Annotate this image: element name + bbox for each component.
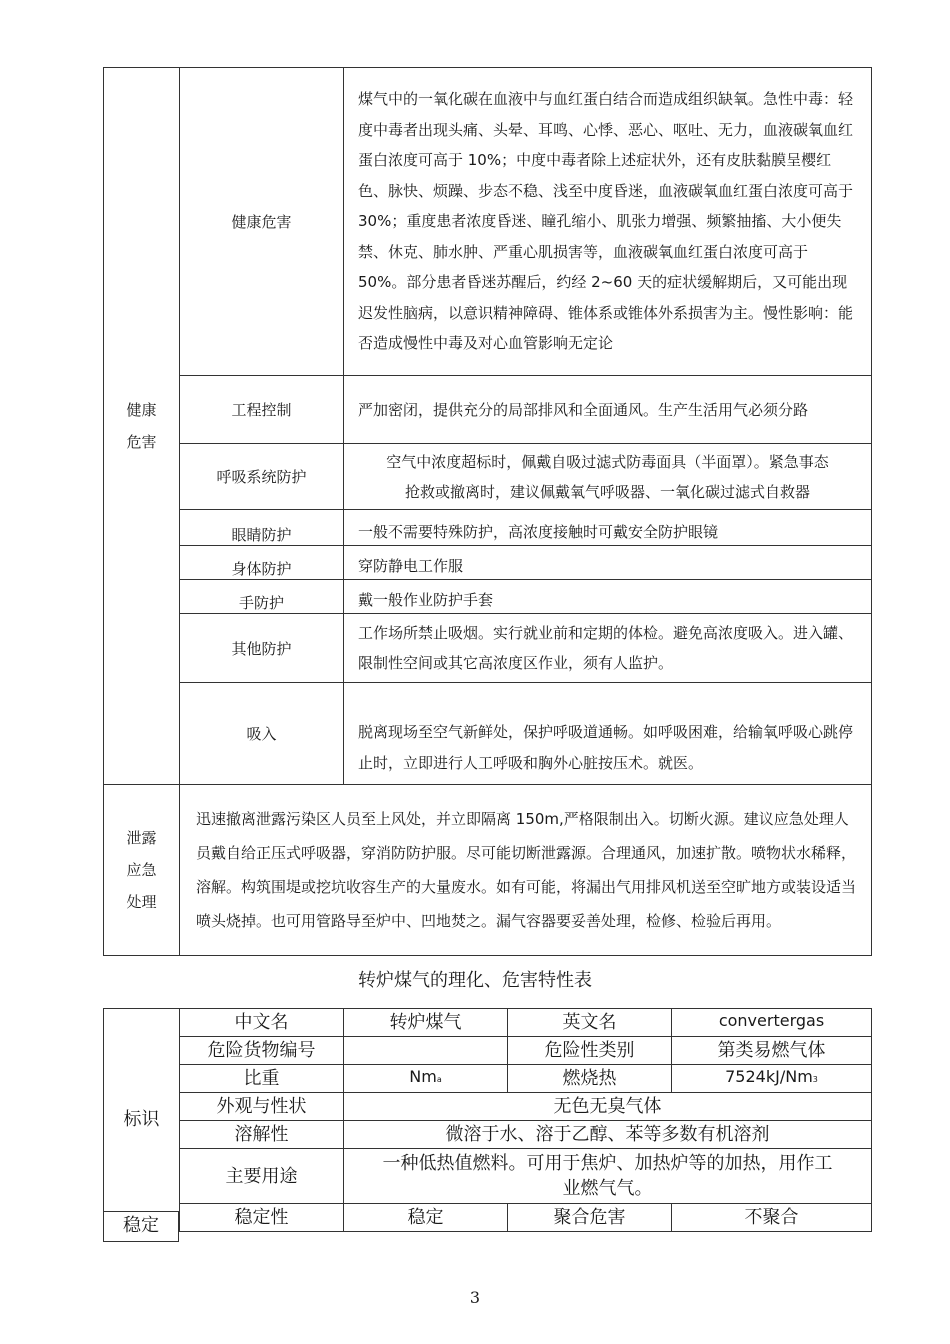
row-text-other: 工作场所禁止吸烟。实行就业前和定期的体检。避免高浓度吸入。进入罐、限制性空间或其它高浓度区作业，须有人监护。	[344, 614, 872, 683]
row-label-respiratory: 呼吸系统防护	[180, 444, 344, 510]
table-title: 转炉煤气的理化、危害特性表	[358, 970, 592, 991]
row-text-inhalation: 脱离现场至空气新鲜处，保护呼吸道通畅。如呼吸困难，给输氧呼吸心跳停止时，立即进行人工呼吸和胸外心脏按压术。就医。	[344, 683, 872, 785]
solubility-value: 微溶于水、溶于乙醇、苯等多数有机溶剂	[344, 1121, 872, 1149]
polymerization-label: 聚合危害	[508, 1204, 672, 1232]
row-text-hand: 戴一般作业防护手套	[344, 580, 872, 614]
heat-value: 7524kJ/Nm3	[672, 1065, 872, 1093]
stability-label: 稳定性	[180, 1204, 344, 1232]
sg-label: 比重	[180, 1065, 344, 1093]
en-name-label: 英文名	[508, 1009, 672, 1037]
solubility-label: 溶解性	[180, 1121, 344, 1149]
row-label-inhalation: 吸入	[180, 683, 344, 785]
dg-no-value	[344, 1037, 508, 1065]
leak-section-label: 泄露 应急 处理	[104, 785, 180, 956]
stability-section-label: 稳定	[103, 1211, 179, 1242]
use-label: 主要用途	[180, 1149, 344, 1204]
row-label-other: 其他防护	[180, 614, 344, 683]
cn-name-label: 中文名	[180, 1009, 344, 1037]
row-text-eye: 一般不需要特殊防护，高浓度接触时可戴安全防护眼镜	[344, 510, 872, 546]
cn-name-value: 转炉煤气	[344, 1009, 508, 1037]
dg-no-label: 危险货物编号	[180, 1037, 344, 1065]
row-text-respiratory: 空气中浓度超标时，佩戴自吸过滤式防毒面具（半面罩）。紧急事态 抢救或撤离时，建议佩戴氧气呼吸器、一氧化碳过滤式自救器	[344, 444, 872, 510]
row-text-body: 穿防静电工作服	[344, 546, 872, 580]
appearance-value: 无色无臭气体	[344, 1093, 872, 1121]
en-name-value: convertergas	[672, 1009, 872, 1037]
sg-value: Nma	[344, 1065, 508, 1093]
row-label-body: 身体防护	[180, 546, 344, 580]
stability-value: 稳定	[344, 1204, 508, 1232]
polymerization-value: 不聚合	[672, 1204, 872, 1232]
row-label-engineering-control: 工程控制	[180, 376, 344, 444]
hazard-class-label: 危险性类别	[508, 1037, 672, 1065]
row-label-health-hazard: 健康危害	[180, 68, 344, 376]
id-section-label: 标识	[104, 1009, 180, 1232]
properties-table	[103, 1008, 872, 1232]
use-value: 一种低热值燃料。可用于焦炉、加热炉等的加热，用作工 业燃气气。	[344, 1149, 872, 1204]
appearance-label: 外观与性状	[180, 1093, 344, 1121]
row-label-eye: 眼睛防护	[180, 510, 344, 546]
health-hazard-table	[103, 67, 872, 956]
hazard-class-value: 第类易燃气体	[672, 1037, 872, 1065]
row-label-hand: 手防护	[180, 580, 344, 614]
page-number: 3	[469, 1288, 481, 1307]
heat-label: 燃烧热	[508, 1065, 672, 1093]
row-text-health-hazard: 煤气中的一氧化碳在血液中与血红蛋白结合而造成组织缺氧。急性中毒：轻度中毒者出现头痛、头晕、耳鸣、心悸、恶心、呕吐、无力，血液碳氧血红蛋白浓度可高于 10%；中度中毒者除上述症状外，还有皮肤黏膜呈樱红色、脉快、烦躁、步态不稳、浅至中度昏迷，血液碳氧血红蛋白浓度可高于 30%；重度患者浓度昏迷、瞳孔缩小、肌张力增强、频繁抽搐、大小便失禁、休克、肺水肿、严重心肌损害等，血液碳氧血红蛋白浓度可高于 50%。部分患者昏迷苏醒后，约经 2~60 天的症状缓解期后，又可能出现迟发性脑病，以意识精神障碍、锥体系或锥体外系损害为主。慢性影响：能否造成慢性中毒及对心血管影响无定论	[344, 68, 872, 376]
row-text-engineering-control: 严加密闭，提供充分的局部排风和全面通风。生产生活用气必须分路	[344, 376, 872, 444]
leak-text: 迅速撤离泄露污染区人员至上风处，并立即隔离 150m,严格限制出入。切断火源。建议应急处理人员戴自给正压式呼吸器，穿消防防护服。尽可能切断泄露源。合理通风，加速扩散。喷物状水稀释，溶解。构筑围堤或挖坑收容生产的大量废水。如有可能，将漏出气用排风机送至空旷地方或装设适当喷头烧掉。也可用管路导至炉中、凹地焚之。漏气容器要妥善处理，检修、检验后再用。	[180, 785, 872, 956]
health-section-label: 健康 危害	[104, 68, 180, 785]
